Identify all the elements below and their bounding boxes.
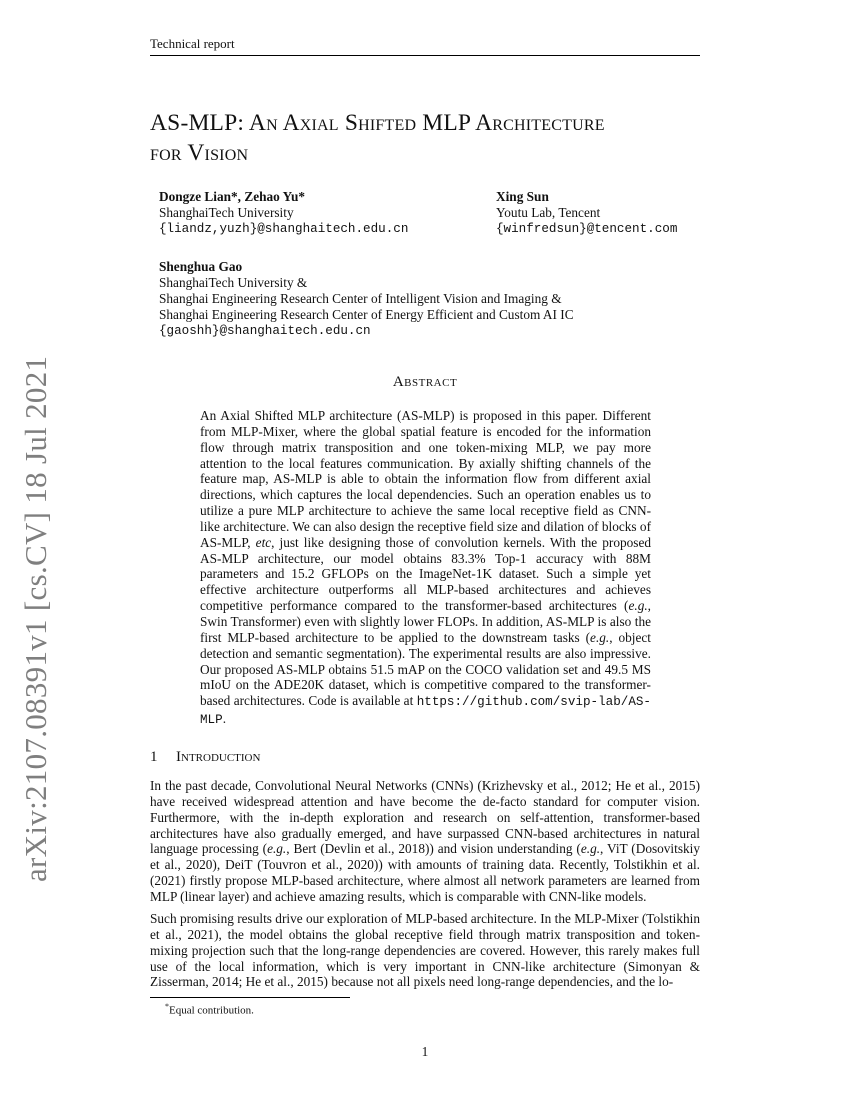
arxiv-identifier-stamp: arXiv:2107.08391v1 [cs.CV] 18 Jul 2021 xyxy=(18,355,53,882)
intro-paragraph-1 xyxy=(150,778,700,905)
page-number: 1 xyxy=(421,1044,429,1059)
footnote xyxy=(165,1002,254,1017)
abstract-text: , just like designing those of convolution kernels. With the proposed AS-MLP architecture, our model obtains 83.3% Top-1 accuracy with 88M parameters and 15.2 GFLOPs on the ImageNet-1K dataset. Such a simple yet effective architecture outperforms all MLP-based architectures and achieves competitive performance compared to the transformer-based architectures ( xyxy=(200,534,651,614)
abstract-etc: etc xyxy=(255,534,272,550)
paragraph-eg: e.g. xyxy=(580,841,601,857)
abstract-text: , Swin Transformer) even with slightly lower FLOPs. In addition, AS-MLP is also the first MLP-based architecture to be applied to the downstream tasks ( xyxy=(200,598,651,645)
author-email[interactable]: {gaoshh}@shanghaitech.edu.cn xyxy=(159,324,371,338)
author-affiliation: Shanghai Engineering Research Center of Intelligent Vision and Imaging & xyxy=(159,291,562,306)
author-name: Xing Sun xyxy=(496,189,549,204)
abstract-text: , object detection and semantic segmentation). The experimental results are also impressive. Our proposed AS-MLP obtains 51.5 mAP on the COCO validation set and 49.5 MS mIoU on the ADE20K dataset, which is competitive compared to the transformer-based architectures. Code is available at xyxy=(200,629,651,709)
paragraph-eg: e.g. xyxy=(267,841,287,857)
author-affiliation: ShanghaiTech University xyxy=(159,205,294,220)
abstract-body xyxy=(200,408,651,729)
section-number: 1 xyxy=(150,749,158,765)
intro-paragraph-2: Such promising results drive our exploration of MLP-based architecture. In the MLP-Mixer (Tolstikhin et al., 2021), the model obtains the global receptive field through matrix transposition and token-mixing projection such that the long-range dependencies are covered. However, this rarely makes full use of the local information, which is very important in CNN-like architecture (Simonyan & Zisserman, 2014; He et al., 2015) because not all pixels need long-range dependencies, and the lo- xyxy=(150,911,700,990)
running-head: Technical report xyxy=(150,36,235,51)
author-email[interactable]: {winfredsun}@tencent.com xyxy=(496,222,678,236)
author-affiliation: Youtu Lab, Tencent xyxy=(496,205,601,220)
section-title: Introduction xyxy=(176,749,261,765)
author-block-2 xyxy=(496,189,756,237)
paragraph-text: In the past decade, Convolutional Neural Networks (CNNs) (Krizhevsky et al., 2012; He et al., 2015) have received widespread attention and have become the de-facto standard for computer vision. Furthermore, with the in-depth exploration and research on self-attention, transformer-based architectures have also gradually emerged, and have surpassed CNN-based architectures in natural language processing ( xyxy=(150,778,700,857)
abstract-eg: e.g. xyxy=(590,629,610,645)
abstract-heading: Abstract xyxy=(392,374,458,390)
author-affiliation: ShanghaiTech University & xyxy=(159,275,308,290)
author-name: Shenghua Gao xyxy=(159,259,243,274)
footnote-rule xyxy=(150,997,350,998)
author-affiliation: Shanghai Engineering Research Center of Energy Efficient and Custom AI IC xyxy=(159,307,574,322)
paper-title xyxy=(150,108,710,168)
paragraph-text: , ViT (Dosovitskiy et al., 2020), DeiT (Touvron et al., 2020)) with amounts of training data. Recently, Tolstikhin et al. (2021) firstly propose MLP-based architecture, where almost all network parameters are learned from MLP (linear layer) and achieve amazing results, which is comparable with CNN-like models. xyxy=(150,841,700,904)
footnote-marker: * xyxy=(165,1002,169,1011)
title-line-1: AS-MLP: An Axial Shifted MLP Architecture xyxy=(150,110,605,136)
code-link[interactable]: https://github.com/svip-lab/AS-MLP xyxy=(200,695,651,728)
abstract-text: . xyxy=(222,711,227,727)
abstract-eg: e.g. xyxy=(628,598,648,614)
abstract-text: An Axial Shifted MLP architecture (AS-MLP) is proposed in this paper. Different from MLP-Mixer, where the global spatial feature is encoded for the information flow through matrix transposition and one token-mixing MLP, we pay more attention to the local features communication. By axially shifting channels of the feature map, AS-MLP is able to obtain the information flow from different axial directions, which captures the local dependencies. Such an operation enables us to utilize a pure MLP architecture to achieve the same local receptive field as CNN-like architecture. We can also design the receptive field size and dilation of blocks of AS-MLP, xyxy=(200,408,651,550)
section-heading xyxy=(150,749,260,766)
author-name: Dongze Lian*, Zehao Yu* xyxy=(159,189,306,204)
header-rule xyxy=(150,55,700,56)
paragraph-text: , Bert (Devlin et al., 2018)) and vision understanding ( xyxy=(286,841,581,857)
author-email[interactable]: {liandz,yuzh}@shanghaitech.edu.cn xyxy=(159,222,409,236)
footnote-text: Equal contribution. xyxy=(169,1004,254,1017)
title-line-2: for Vision xyxy=(150,140,249,166)
author-block-1 xyxy=(159,189,489,237)
author-block-3 xyxy=(159,259,719,339)
